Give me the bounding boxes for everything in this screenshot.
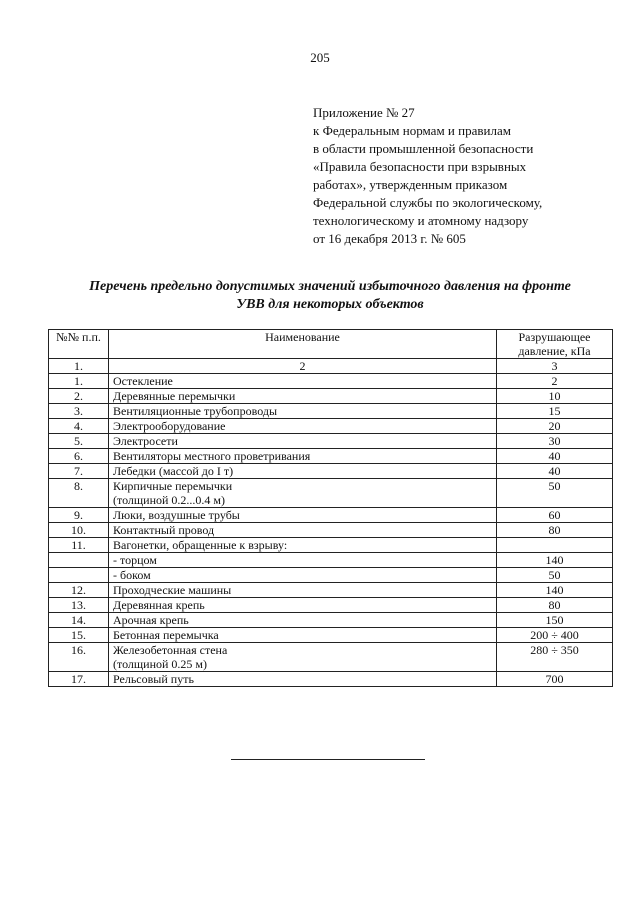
- column-numbers-row: [49, 359, 613, 374]
- row-value: 140: [497, 583, 613, 598]
- appendix-line: «Правила безопасности при взрывных: [313, 159, 527, 174]
- pressure-table: [48, 329, 613, 687]
- row-name-cell: [109, 553, 497, 568]
- colnum-1: 1.: [49, 359, 109, 374]
- document-title: [40, 278, 620, 314]
- row-name: Контактный провод: [113, 523, 215, 537]
- row-value: 700: [497, 672, 613, 687]
- header-num: №№ п.п.: [49, 330, 109, 359]
- row-name-cell: [109, 404, 497, 419]
- row-name: Электрооборудование: [113, 419, 226, 433]
- row-name: Остекление: [113, 374, 173, 388]
- row-number: 1.: [49, 374, 109, 389]
- table-row: [49, 449, 613, 464]
- row-number: 12.: [49, 583, 109, 598]
- row-number: 6.: [49, 449, 109, 464]
- row-value: 150: [497, 613, 613, 628]
- row-name: Вентиляторы местного проветривания: [113, 449, 311, 463]
- row-name: Люки, воздушные трубы: [113, 508, 240, 522]
- row-name-cell: [109, 568, 497, 583]
- appendix-line: работах», утвержденным приказом: [313, 177, 508, 192]
- row-name: Проходческие машины: [113, 583, 232, 597]
- table-row: [49, 523, 613, 538]
- row-number: 4.: [49, 419, 109, 434]
- table-row: [49, 643, 613, 672]
- appendix-line: от 16 декабря 2013 г. № 605: [313, 231, 466, 246]
- table-row: [49, 538, 613, 553]
- table-row: [49, 568, 613, 583]
- row-number: 10.: [49, 523, 109, 538]
- row-number: 5.: [49, 434, 109, 449]
- row-number: [49, 553, 109, 568]
- row-name: Кирпичные перемычки: [113, 479, 233, 493]
- row-name-cell: [109, 419, 497, 434]
- row-value: 50: [497, 479, 613, 508]
- appendix-line: в области промышленной безопасности: [313, 141, 534, 156]
- table-row: [49, 613, 613, 628]
- row-name-cell: [109, 628, 497, 643]
- table-row: [49, 434, 613, 449]
- row-name: Деревянные перемычки: [113, 389, 236, 403]
- row-number: 3.: [49, 404, 109, 419]
- row-value: 50: [497, 568, 613, 583]
- row-name-cell: [109, 583, 497, 598]
- header-name: Наименование: [109, 330, 497, 359]
- row-name: Вагонетки, обращенные к взрыву:: [113, 538, 288, 552]
- row-name: Арочная крепь: [113, 613, 189, 627]
- row-name-cell: [109, 508, 497, 523]
- row-value: 140: [497, 553, 613, 568]
- row-value: 2: [497, 374, 613, 389]
- title-line: Перечень предельно допустимых значений избыточного давления на фронте: [89, 279, 571, 294]
- row-name: - торцом: [113, 553, 157, 567]
- table-row: [49, 404, 613, 419]
- row-number: [49, 568, 109, 583]
- appendix-line: к Федеральным нормам и правилам: [313, 123, 511, 138]
- row-name: Рельсовый путь: [113, 672, 194, 686]
- row-name-cell: [109, 672, 497, 687]
- row-name: Лебедки (массой до I т): [113, 464, 234, 478]
- row-name-cell: [109, 523, 497, 538]
- row-name: Бетонная перемычка: [113, 628, 219, 642]
- row-value: 30: [497, 434, 613, 449]
- row-name: Электросети: [113, 434, 178, 448]
- row-number: 7.: [49, 464, 109, 479]
- row-value: 10: [497, 389, 613, 404]
- table-row: [49, 598, 613, 613]
- table-header-row: [49, 330, 613, 359]
- row-value: 60: [497, 508, 613, 523]
- row-number: 14.: [49, 613, 109, 628]
- appendix-line: Приложение № 27: [313, 105, 415, 120]
- row-value: 40: [497, 449, 613, 464]
- row-value: 280 ÷ 350: [497, 643, 613, 672]
- row-number: 2.: [49, 389, 109, 404]
- row-value: 200 ÷ 400: [497, 628, 613, 643]
- table-row: [49, 508, 613, 523]
- row-name: Вентиляционные трубопроводы: [113, 404, 278, 418]
- table-row: [49, 583, 613, 598]
- row-value: [497, 538, 613, 553]
- header-value: Разрушающее давление, кПа: [497, 330, 613, 359]
- page-number: 205: [310, 50, 330, 65]
- row-name-cell: [109, 598, 497, 613]
- row-number: 13.: [49, 598, 109, 613]
- row-name: Железобетонная стена: [113, 643, 228, 657]
- row-number: 11.: [49, 538, 109, 553]
- row-value: 15: [497, 404, 613, 419]
- colnum-2: 2: [109, 359, 497, 374]
- appendix-line: технологическому и атомному надзору: [313, 213, 529, 228]
- row-value: 20: [497, 419, 613, 434]
- row-name-cell: [109, 434, 497, 449]
- appendix-line: Федеральной службы по экологическому,: [313, 195, 543, 210]
- row-value: 80: [497, 598, 613, 613]
- table-row: [49, 672, 613, 687]
- row-value: 80: [497, 523, 613, 538]
- row-name-cell: [109, 479, 497, 508]
- row-name-cell: [109, 464, 497, 479]
- bottom-rule: [231, 759, 425, 760]
- row-number: 16.: [49, 643, 109, 672]
- row-name-cell: [109, 643, 497, 672]
- row-name: Деревянная крепь: [113, 598, 205, 612]
- colnum-3: 3: [497, 359, 613, 374]
- row-name-cell: [109, 538, 497, 553]
- row-name-cell: [109, 613, 497, 628]
- row-number: 17.: [49, 672, 109, 687]
- row-name: - боком: [113, 568, 151, 582]
- table-row: [49, 419, 613, 434]
- row-number: 9.: [49, 508, 109, 523]
- row-number: 8.: [49, 479, 109, 508]
- row-name-cell: [109, 449, 497, 464]
- table-row: [49, 553, 613, 568]
- table-row: [49, 374, 613, 389]
- table-row: [49, 628, 613, 643]
- table-row: [49, 389, 613, 404]
- row-number: 15.: [49, 628, 109, 643]
- row-name-cell: [109, 374, 497, 389]
- row-value: 40: [497, 464, 613, 479]
- title-line: УВВ для некоторых объектов: [236, 297, 424, 312]
- table-row: [49, 479, 613, 508]
- row-name-note: (толщиной 0.25 м): [113, 657, 208, 671]
- row-name-cell: [109, 389, 497, 404]
- row-name-note: (толщиной 0.2...0.4 м): [113, 493, 226, 507]
- table-row: [49, 464, 613, 479]
- appendix-block: [313, 104, 623, 248]
